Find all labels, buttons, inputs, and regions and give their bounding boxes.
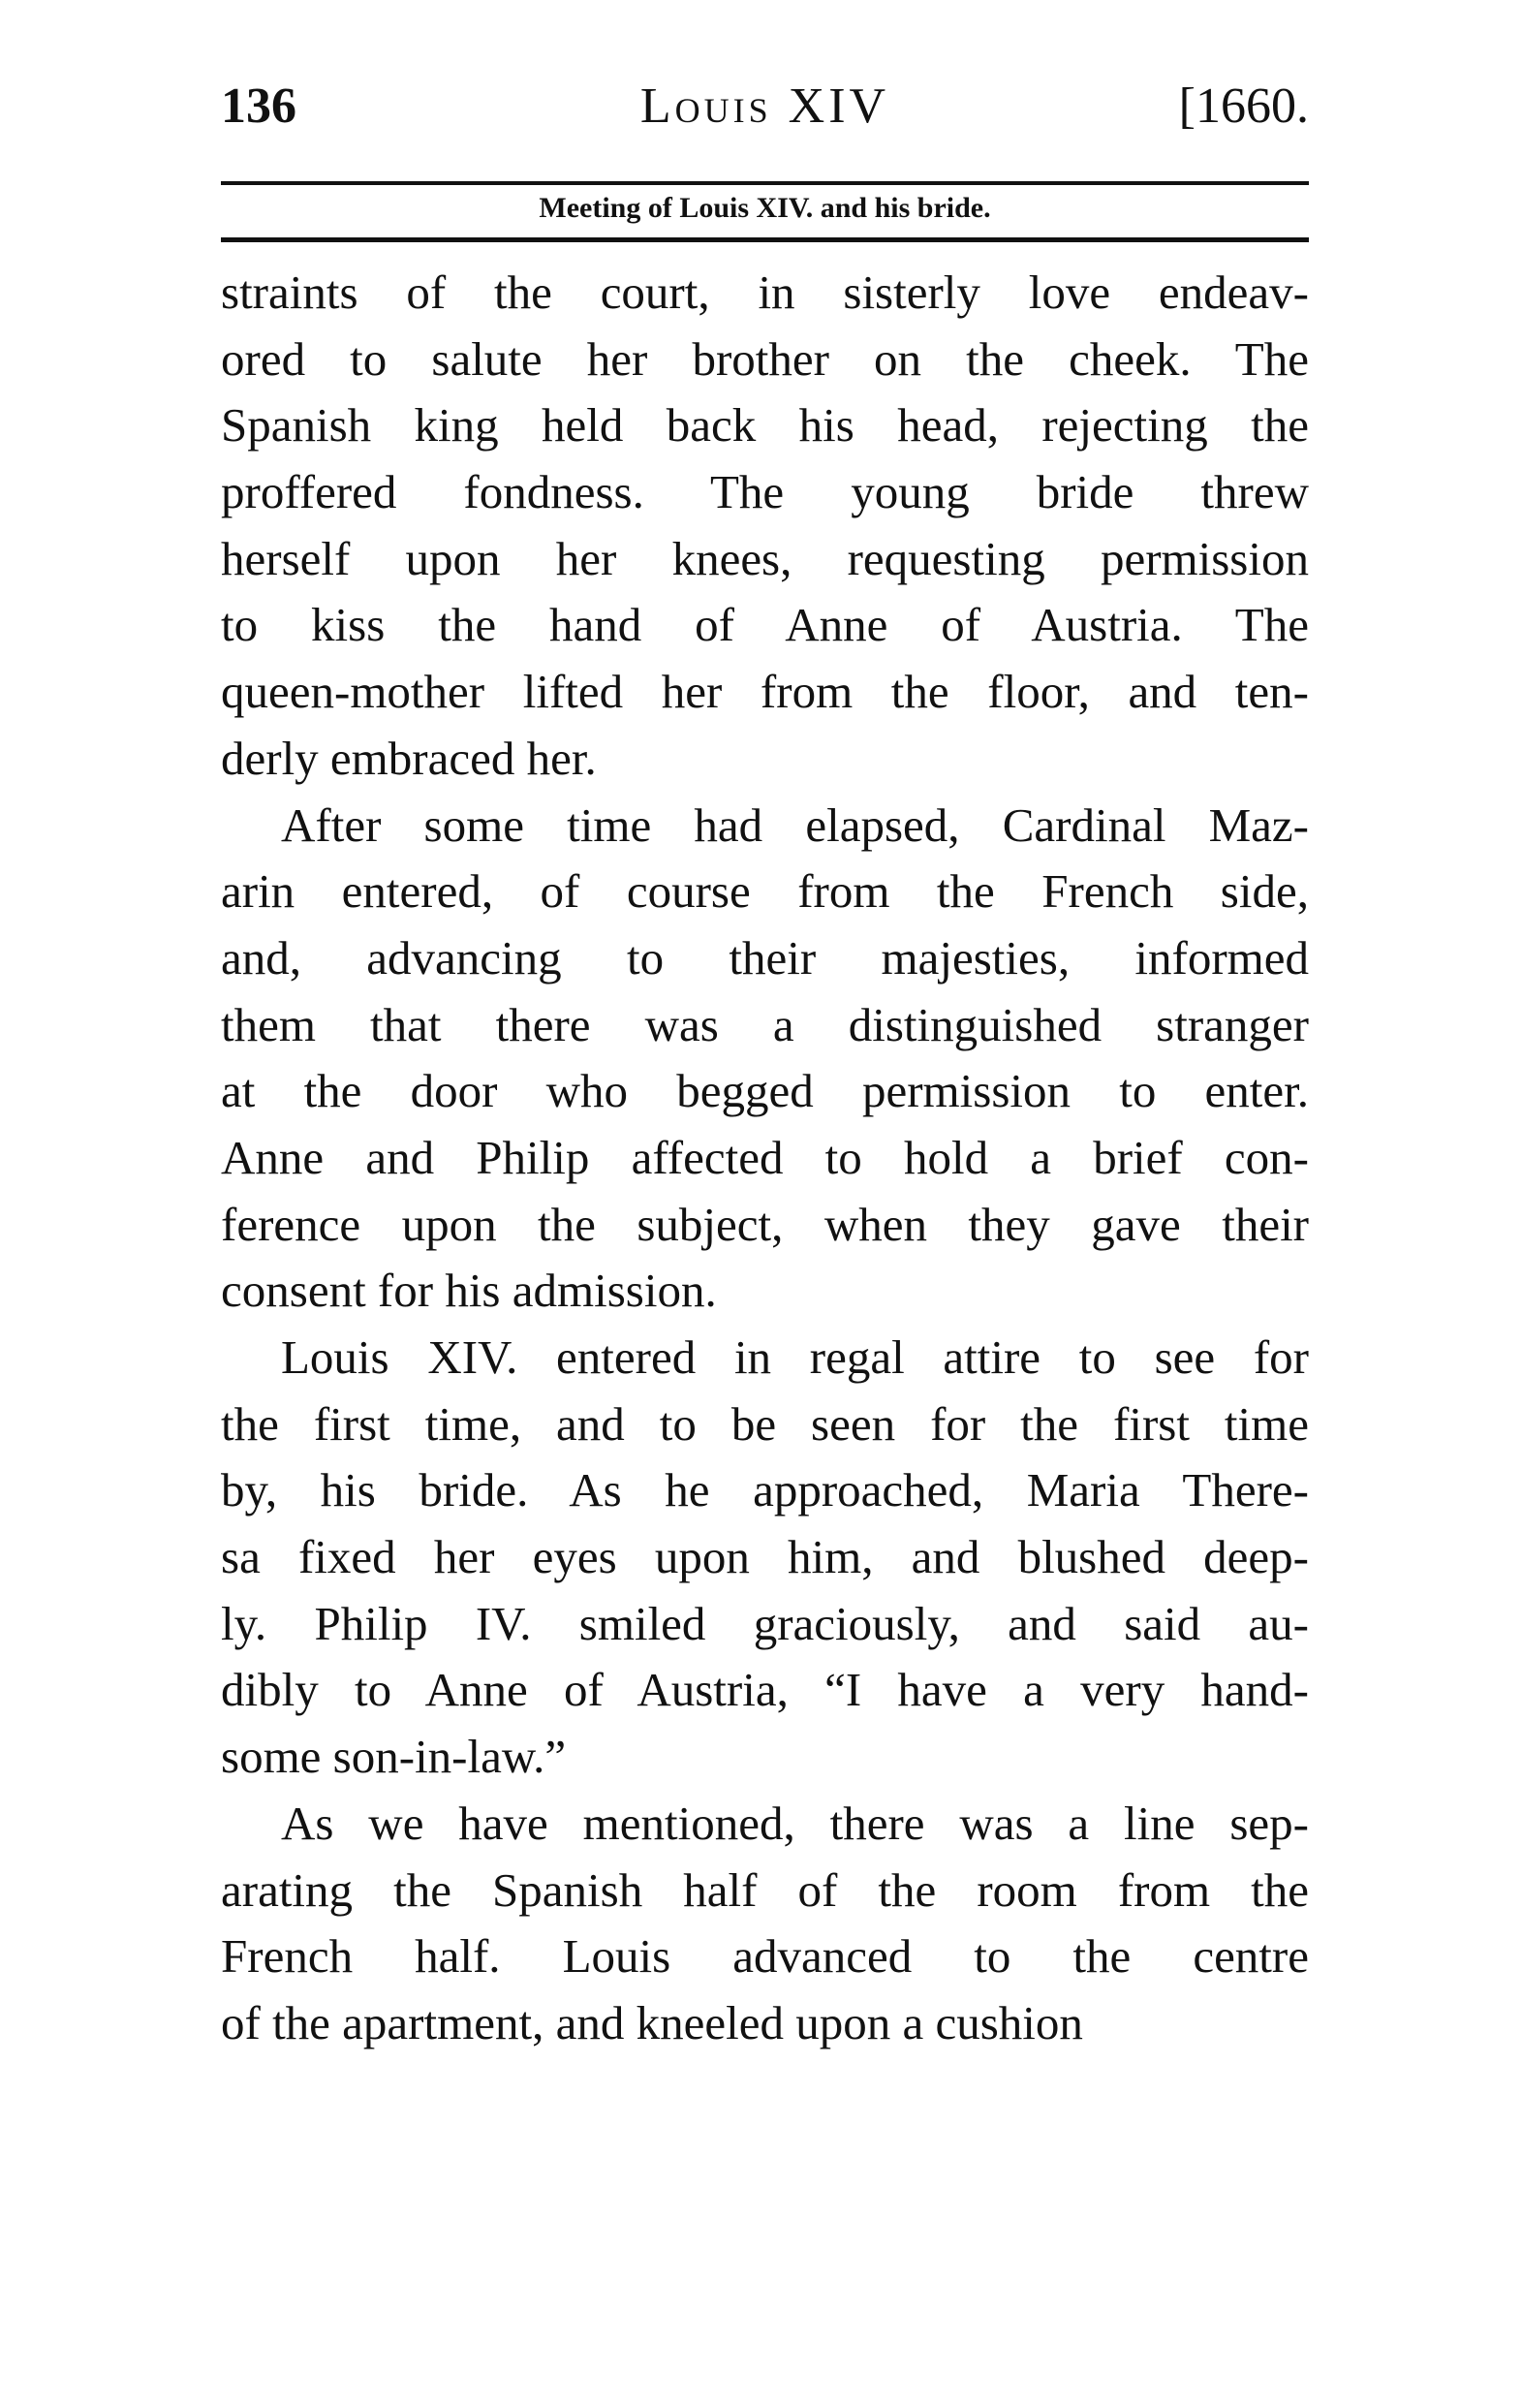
text-line: ly. Philip IV. smiled graciously, and said au- — [221, 1596, 1309, 1650]
body-text — [221, 260, 1309, 2057]
header-rule-bottom — [221, 237, 1309, 242]
text-line: sa fixed her eyes upon him, and blushed deep- — [221, 1530, 1309, 1584]
text-line: the first time, and to be seen for the first time — [221, 1396, 1309, 1451]
text-line: arin entered, of course from the French side, — [221, 864, 1309, 919]
text-line: arating the Spanish half of the room from the — [221, 1862, 1309, 1917]
text-line: ored to salute her brother on the cheek. The — [221, 331, 1309, 386]
text-line: Louis XIV. entered in regal attire to see for — [281, 1330, 1309, 1384]
text-line: to kiss the hand of Anne of Austria. The — [221, 598, 1309, 652]
header-year: [1660. — [1178, 78, 1309, 134]
text-line: of the apartment, and kneeled upon a cushion — [221, 1995, 1083, 2049]
running-title: Louis XIV — [639, 78, 890, 134]
text-line: queen-mother lifted her from the floor, and ten- — [221, 665, 1309, 719]
text-line: Anne and Philip affected to hold a brief con- — [221, 1130, 1309, 1184]
text-line: straints of the court, in sisterly love endeav- — [221, 266, 1309, 319]
header-rule-top — [221, 181, 1309, 185]
section-caption: Meeting of Louis XIV. and his bride. — [539, 192, 991, 224]
text-line: some son-in-law.” — [221, 1730, 567, 1784]
running-header — [221, 78, 1309, 145]
text-line: and, advancing to their majesties, informed — [221, 930, 1309, 985]
text-line: French half. Louis advanced to the centre — [221, 1929, 1309, 1984]
page-number: 136 — [221, 78, 296, 134]
text-line: at the door who begged permission to enter. — [221, 1064, 1309, 1118]
text-line: derly embraced her. — [221, 731, 597, 785]
text-line: them that there was a distinguished stranger — [221, 997, 1309, 1051]
text-line: proffered fondness. The young bride threw — [221, 465, 1309, 519]
text-line: dibly to Anne of Austria, “I have a very hand- — [221, 1663, 1309, 1717]
text-line: herself upon her knees, requesting permission — [221, 531, 1309, 585]
text-line: As we have mentioned, there was a line sep- — [281, 1796, 1309, 1850]
text-line: ference upon the subject, when they gave their — [221, 1197, 1309, 1251]
text-line: After some time had elapsed, Cardinal Maz- — [281, 797, 1309, 852]
text-line: Spanish king held back his head, rejecting the — [221, 398, 1309, 453]
text-line: consent for his admission. — [221, 1264, 717, 1318]
text-line: by, his bride. As he approached, Maria There- — [221, 1463, 1309, 1517]
